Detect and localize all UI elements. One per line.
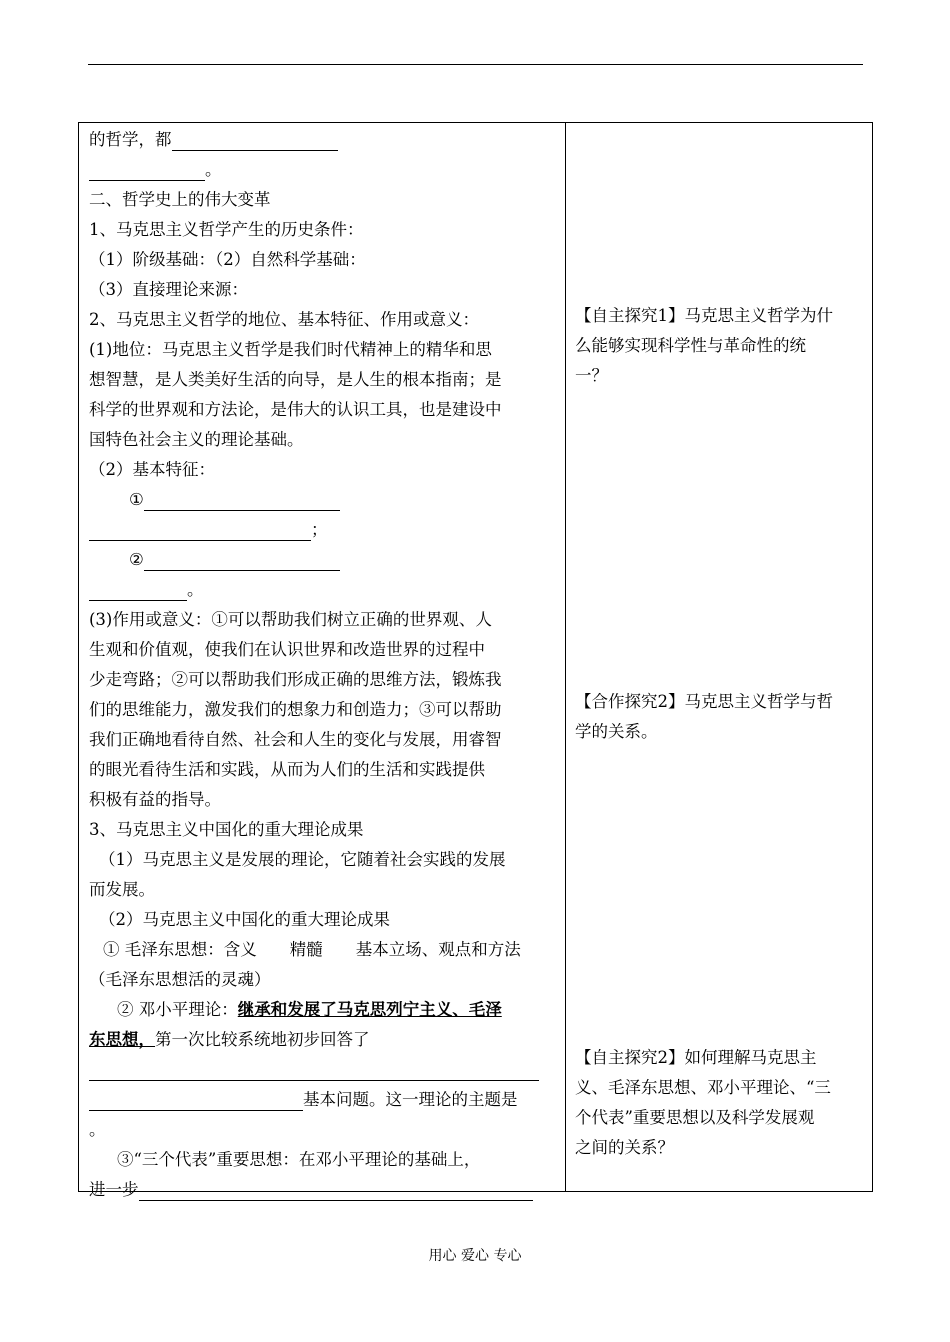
question-line: 【自主探究2】如何理解马克思主 bbox=[575, 1048, 817, 1067]
question-line: 【自主探究1】马克思主义哲学为什 bbox=[575, 306, 833, 325]
text-line bbox=[89, 995, 559, 1025]
line-text: 基本问题。这一理论的主题是 bbox=[303, 1090, 518, 1109]
text-line bbox=[89, 575, 559, 605]
text-line: 想智慧，是人类美好生活的向导，是人生的根本指南；是 bbox=[89, 370, 502, 389]
inquiry-question-3 bbox=[575, 1043, 867, 1163]
text-line: （2）马克思主义中国化的重大理论成果 bbox=[99, 910, 390, 929]
text-line bbox=[89, 515, 559, 545]
emphasis-text: 东思想， bbox=[89, 1030, 155, 1049]
inquiry-column bbox=[575, 123, 867, 1191]
text-line: （3）直接理论来源： bbox=[89, 280, 248, 299]
worksheet-table bbox=[78, 122, 873, 1199]
text-line: （2）基本特征： bbox=[89, 460, 215, 479]
fill-blank[interactable] bbox=[89, 1060, 539, 1081]
text-line: 国特色社会主义的理论基础。 bbox=[89, 430, 304, 449]
line-text: 。 bbox=[187, 580, 204, 599]
line-text: 。 bbox=[205, 160, 222, 179]
section-heading: 二、哲学史上的伟大变革 bbox=[89, 190, 271, 209]
text-line: （毛泽东思想活的灵魂） bbox=[89, 970, 271, 989]
text-line: 的眼光看待生活和实践，从而为人们的生活和实践提供 bbox=[89, 760, 485, 779]
text-line bbox=[89, 485, 559, 515]
text-line: 1、马克思主义哲学产生的历史条件： bbox=[89, 220, 364, 239]
inquiry-question-1 bbox=[575, 301, 867, 391]
text-line: 科学的世界观和方法论，是伟大的认识工具，也是建设中 bbox=[89, 400, 502, 419]
line-text: ① bbox=[129, 490, 144, 509]
question-line: 一？ bbox=[575, 366, 608, 385]
emphasis-text: 继承和发展了马克思列宁主义、毛泽 bbox=[237, 1000, 502, 1019]
text-line bbox=[89, 155, 559, 185]
question-line: 【合作探究2】马克思主义哲学与哲 bbox=[575, 692, 833, 711]
fill-blank[interactable] bbox=[89, 1090, 303, 1111]
text-line: (3)作用或意义：①可以帮助我们树立正确的世界观、人 bbox=[89, 610, 492, 629]
fill-blank[interactable] bbox=[144, 490, 340, 511]
text-line: 我们正确地看待自然、社会和人生的变化与发展，用睿智 bbox=[89, 730, 502, 749]
text-line bbox=[89, 545, 559, 575]
text-line: 。 bbox=[89, 1120, 106, 1139]
fill-blank[interactable] bbox=[144, 550, 340, 571]
notes-column bbox=[89, 125, 559, 1205]
text-line bbox=[89, 125, 559, 155]
text-line: 生观和价值观，使我们在认识世界和改造世界的过程中 bbox=[89, 640, 485, 659]
text-line: ③“三个代表”重要思想：在邓小平理论的基础上， bbox=[117, 1150, 481, 1169]
question-line: 么能够实现科学性与革命性的统 bbox=[575, 336, 806, 355]
question-line: 学的关系。 bbox=[575, 722, 658, 741]
fill-blank[interactable] bbox=[89, 160, 205, 181]
text-line: 们的思维能力，激发我们的想象力和创造力；③可以帮助 bbox=[89, 700, 502, 719]
text-line bbox=[89, 1175, 559, 1205]
line-text: 的哲学，都 bbox=[89, 130, 172, 149]
inquiry-question-2 bbox=[575, 687, 867, 747]
text-line bbox=[89, 1085, 559, 1115]
text-line: 而发展。 bbox=[89, 880, 155, 899]
question-line: 义、毛泽东思想、邓小平理论、“三 bbox=[575, 1078, 831, 1097]
fill-blank[interactable] bbox=[89, 580, 187, 601]
text-line bbox=[89, 1055, 559, 1085]
text-line: (1)地位：马克思主义哲学是我们时代精神上的精华和思 bbox=[89, 340, 492, 359]
text-line: ① 毛泽东思想：含义 精髓 基本立场、观点和方法 bbox=[103, 940, 521, 959]
line-text: 第一次比较系统地初步回答了 bbox=[155, 1030, 370, 1049]
text-line: 3、马克思主义中国化的重大理论成果 bbox=[89, 820, 364, 839]
text-line bbox=[89, 1025, 559, 1055]
column-divider bbox=[565, 123, 566, 1191]
question-line: 个代表”重要思想以及科学发展观 bbox=[575, 1108, 815, 1127]
question-line: 之间的关系？ bbox=[575, 1138, 674, 1157]
text-line: 积极有益的指导。 bbox=[89, 790, 221, 809]
line-text: ② 邓小平理论： bbox=[117, 1000, 238, 1019]
text-line: （1）阶级基础：（2）自然科学基础： bbox=[89, 250, 366, 269]
page-footer: 用心 爱心 专心 bbox=[428, 1248, 522, 1264]
line-text: ② bbox=[129, 550, 144, 569]
line-text: 进一步 bbox=[89, 1180, 139, 1199]
text-line: （1）马克思主义是发展的理论，它随着社会实践的发展 bbox=[99, 850, 506, 869]
text-line: 2、马克思主义哲学的地位、基本特征、作用或意义： bbox=[89, 310, 479, 329]
fill-blank[interactable] bbox=[89, 520, 311, 541]
fill-blank[interactable] bbox=[172, 130, 338, 151]
text-line: 少走弯路；②可以帮助我们形成正确的思维方法，锻炼我 bbox=[89, 670, 502, 689]
line-text: ； bbox=[311, 520, 328, 539]
header-rule bbox=[88, 64, 863, 65]
fill-blank[interactable] bbox=[139, 1180, 533, 1201]
